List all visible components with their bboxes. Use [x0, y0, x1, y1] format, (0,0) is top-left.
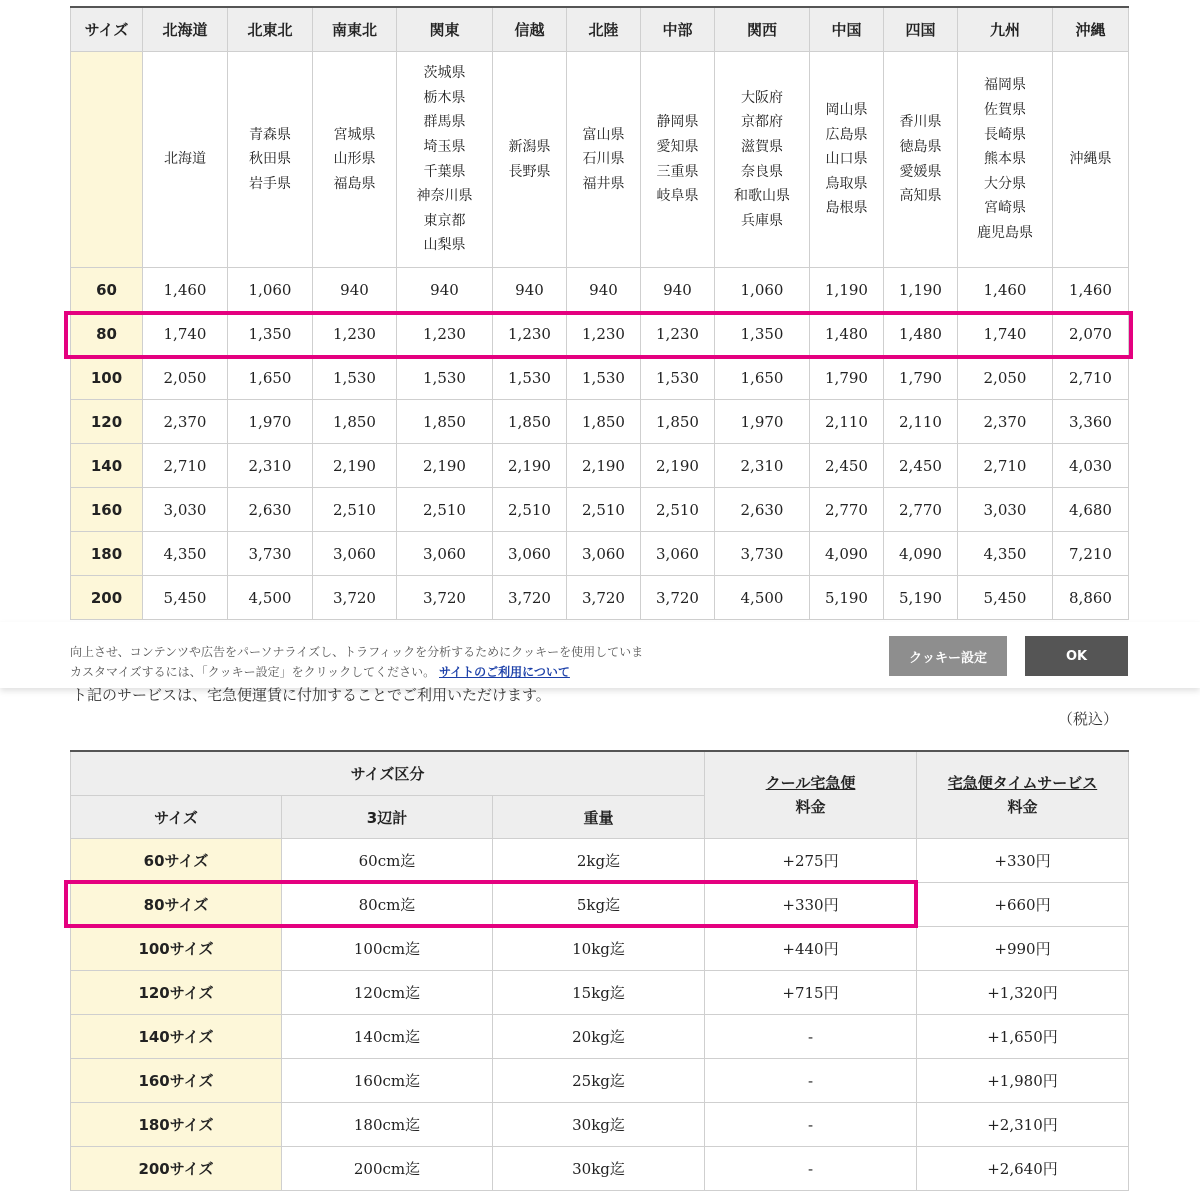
rate-cell: 2,710	[958, 444, 1053, 488]
rate-cell: 1,530	[397, 356, 493, 400]
rate-cell: 4,030	[1053, 444, 1129, 488]
region-header: 信越	[493, 7, 567, 52]
rate-cell: 1,460	[143, 268, 228, 312]
rate-cell: 1,530	[567, 356, 641, 400]
rate-cell: 2,450	[810, 444, 884, 488]
rate-cell: 1,190	[884, 268, 958, 312]
cool-fee-cell: -	[705, 1103, 917, 1147]
prefecture-name: 栃木県	[423, 89, 466, 106]
prefecture-list	[958, 52, 1053, 268]
dimension-cell: 120cm迄	[282, 971, 493, 1015]
rate-cell: 5,190	[884, 576, 958, 620]
rate-cell: 3,060	[493, 532, 567, 576]
dimension-cell: 200cm迄	[282, 1147, 493, 1191]
option-row	[71, 1103, 1129, 1147]
option-row	[71, 1015, 1129, 1059]
prefecture-name: 福島県	[333, 175, 376, 192]
rate-row	[71, 444, 1129, 488]
rate-cell: 2,070	[1053, 312, 1129, 356]
region-header: 北東北	[228, 7, 313, 52]
prefecture-name: 新潟県	[508, 138, 551, 155]
rate-cell: 1,460	[958, 268, 1053, 312]
rate-cell: 1,480	[884, 312, 958, 356]
rate-cell: 3,030	[143, 488, 228, 532]
cool-delivery-header	[705, 751, 917, 839]
cool-fee-cell: -	[705, 1059, 917, 1103]
prefecture-name: 神奈川県	[416, 188, 473, 205]
prefecture-name: 福井県	[582, 175, 625, 192]
prefecture-name: 滋賀県	[741, 138, 783, 155]
weight-cell: 30kg迄	[493, 1103, 705, 1147]
prefecture-row	[71, 52, 1129, 268]
prefecture-name: 奈良県	[741, 163, 783, 180]
prefecture-name: 佐賀県	[984, 102, 1026, 119]
rate-cell: 1,350	[228, 312, 313, 356]
prefecture-name: 宮城県	[333, 126, 376, 143]
prefecture-name: 石川県	[582, 151, 625, 168]
cool-fee-cell: +715円	[705, 971, 917, 1015]
region-header: 関西	[715, 7, 810, 52]
rate-cell: 3,060	[397, 532, 493, 576]
prefecture-list	[228, 52, 313, 268]
rate-cell: 4,350	[143, 532, 228, 576]
rate-cell: 2,370	[958, 400, 1053, 444]
rate-cell: 1,850	[493, 400, 567, 444]
rate-cell: 1,850	[567, 400, 641, 444]
rate-row	[71, 488, 1129, 532]
rate-cell: 1,190	[810, 268, 884, 312]
size-label: 200サイズ	[71, 1147, 282, 1191]
tax-included-label: （税込）	[1057, 710, 1118, 728]
cookie-settings-button[interactable]: クッキー設定	[889, 636, 1007, 676]
rate-cell: 1,850	[313, 400, 397, 444]
prefecture-name: 埼玉県	[423, 138, 466, 155]
rate-cell: 1,850	[397, 400, 493, 444]
rate-cell: 2,630	[228, 488, 313, 532]
size-label: 120サイズ	[71, 971, 282, 1015]
cookie-message-line1: 向上させ、コンテンツや広告をパーソナライズし、トラフィックを分析するためにクッキーを使用していま	[70, 645, 644, 659]
prefecture-list	[493, 52, 567, 268]
time-fee-cell: +1,650円	[917, 1015, 1129, 1059]
rate-cell: 3,720	[313, 576, 397, 620]
dimension-cell: 140cm迄	[282, 1015, 493, 1059]
option-row	[71, 1147, 1129, 1191]
rate-cell: 1,350	[715, 312, 810, 356]
rates-header-row	[71, 7, 1129, 52]
rate-cell: 2,190	[313, 444, 397, 488]
cool-fee-cell: +440円	[705, 927, 917, 971]
size-label: 60	[71, 268, 143, 312]
prefecture-list	[810, 52, 884, 268]
prefecture-name: 山形県	[333, 151, 376, 168]
cookie-message-line2-text: カスタマイズするには、「クッキー設定」をクリックしてください。	[70, 665, 436, 679]
region-header: 北海道	[143, 7, 228, 52]
rate-cell: 2,510	[493, 488, 567, 532]
size-label: 200	[71, 576, 143, 620]
cool-fee-cell: +275円	[705, 839, 917, 883]
weight-cell: 10kg迄	[493, 927, 705, 971]
rate-row	[71, 312, 1129, 356]
rate-cell: 3,720	[567, 576, 641, 620]
rate-cell: 3,060	[641, 532, 715, 576]
dimension-cell: 80cm迄	[282, 883, 493, 927]
rate-cell: 2,710	[143, 444, 228, 488]
dimension-header: 3辺計	[282, 796, 493, 839]
rate-cell: 2,050	[143, 356, 228, 400]
rate-cell: 2,370	[143, 400, 228, 444]
rate-cell: 4,090	[810, 532, 884, 576]
prefecture-list	[143, 52, 228, 268]
rate-cell: 2,770	[884, 488, 958, 532]
rate-cell: 1,230	[397, 312, 493, 356]
prefecture-name: 青森県	[249, 126, 291, 143]
prefecture-name: 三重県	[656, 163, 699, 180]
rate-cell: 2,190	[397, 444, 493, 488]
cool-fee-cell: -	[705, 1147, 917, 1191]
rate-cell: 2,190	[493, 444, 567, 488]
dimension-cell: 160cm迄	[282, 1059, 493, 1103]
rate-cell: 4,090	[884, 532, 958, 576]
region-header: 九州	[958, 7, 1053, 52]
time-fee-cell: +990円	[917, 927, 1129, 971]
rate-cell: 2,630	[715, 488, 810, 532]
prefecture-name: 愛媛県	[899, 163, 942, 180]
cool-fee-cell: -	[705, 1015, 917, 1059]
prefecture-row-label	[71, 52, 143, 268]
rate-cell: 1,970	[715, 400, 810, 444]
prefecture-name: 宮崎県	[984, 200, 1026, 217]
prefecture-name: 山梨県	[423, 237, 466, 254]
cookie-message	[70, 642, 643, 682]
rate-cell: 3,730	[228, 532, 313, 576]
option-row	[71, 839, 1129, 883]
prefecture-name: 北海道	[164, 151, 206, 168]
rate-cell: 3,720	[493, 576, 567, 620]
shipping-rates-table	[70, 6, 1129, 620]
rate-cell: 3,720	[397, 576, 493, 620]
rate-row	[71, 268, 1129, 312]
prefecture-list	[641, 52, 715, 268]
prefecture-name: 徳島県	[899, 138, 942, 155]
size-header: サイズ	[71, 796, 282, 839]
rate-cell: 2,110	[884, 400, 958, 444]
rate-row	[71, 532, 1129, 576]
size-label: 120	[71, 400, 143, 444]
rate-cell: 3,720	[641, 576, 715, 620]
cookie-message-line2	[70, 662, 643, 682]
size-column-header: サイズ	[71, 7, 143, 52]
size-label: 160	[71, 488, 143, 532]
cool-delivery-link[interactable]: クール宅急便	[765, 774, 856, 792]
prefecture-name: 沖縄県	[1069, 151, 1112, 168]
size-label: 140	[71, 444, 143, 488]
rate-cell: 2,310	[228, 444, 313, 488]
rate-cell: 1,230	[567, 312, 641, 356]
rate-cell: 1,850	[641, 400, 715, 444]
time-service-fee-label: 料金	[1007, 798, 1038, 816]
site-terms-link[interactable]: サイトのご利用について	[439, 665, 570, 679]
time-service-header	[917, 751, 1129, 839]
rate-cell: 2,710	[1053, 356, 1129, 400]
prefecture-name: 長崎県	[984, 126, 1026, 143]
rate-cell: 1,740	[143, 312, 228, 356]
prefecture-name: 京都府	[741, 114, 783, 131]
rate-cell: 1,230	[641, 312, 715, 356]
region-header: 四国	[884, 7, 958, 52]
prefecture-name: 岐阜県	[656, 188, 699, 205]
rate-row	[71, 400, 1129, 444]
prefecture-name: 静岡県	[656, 114, 699, 131]
size-label: 180	[71, 532, 143, 576]
rate-cell: 4,350	[958, 532, 1053, 576]
option-row	[71, 883, 1129, 927]
prefecture-name: 高知県	[899, 188, 942, 205]
prefecture-name: 鹿児島県	[977, 224, 1033, 241]
prefecture-name: 福岡県	[984, 77, 1026, 94]
rate-cell: 3,060	[567, 532, 641, 576]
size-category-header: サイズ区分	[71, 751, 705, 796]
rate-cell: 2,110	[810, 400, 884, 444]
rate-cell: 5,450	[958, 576, 1053, 620]
size-label: 80	[71, 312, 143, 356]
prefecture-name: 群馬県	[423, 114, 466, 131]
size-label: 100	[71, 356, 143, 400]
cookie-ok-button[interactable]: OK	[1025, 636, 1128, 676]
time-fee-cell: +1,320円	[917, 971, 1129, 1015]
rate-cell: 1,480	[810, 312, 884, 356]
option-row	[71, 971, 1129, 1015]
rate-cell: 2,510	[313, 488, 397, 532]
prefecture-name: 香川県	[899, 114, 942, 131]
rate-cell: 2,190	[567, 444, 641, 488]
rate-cell: 3,060	[313, 532, 397, 576]
prefecture-list	[397, 52, 493, 268]
rate-cell: 1,530	[641, 356, 715, 400]
prefecture-name: 東京都	[423, 212, 466, 229]
prefecture-name: 千葉県	[423, 163, 466, 180]
rate-cell: 5,190	[810, 576, 884, 620]
time-fee-cell: +660円	[917, 883, 1129, 927]
rate-cell: 1,060	[715, 268, 810, 312]
rate-cell: 1,790	[810, 356, 884, 400]
option-row	[71, 927, 1129, 971]
weight-cell: 2kg迄	[493, 839, 705, 883]
prefecture-name: 鳥取県	[825, 175, 868, 192]
rate-cell: 1,790	[884, 356, 958, 400]
weight-cell: 30kg迄	[493, 1147, 705, 1191]
size-label: 140サイズ	[71, 1015, 282, 1059]
rate-cell: 1,650	[228, 356, 313, 400]
cool-fee-cell: +330円	[705, 883, 917, 927]
rate-cell: 4,500	[715, 576, 810, 620]
options-body	[71, 839, 1129, 1191]
rate-cell: 1,740	[958, 312, 1053, 356]
dimension-cell: 60cm迄	[282, 839, 493, 883]
service-options-table	[70, 750, 1129, 1191]
rate-cell: 5,450	[143, 576, 228, 620]
rate-cell: 1,970	[228, 400, 313, 444]
rate-cell: 1,530	[313, 356, 397, 400]
rate-cell: 3,030	[958, 488, 1053, 532]
rate-cell: 2,770	[810, 488, 884, 532]
prefecture-name: 秋田県	[249, 151, 291, 168]
region-header: 北陸	[567, 7, 641, 52]
rate-cell: 1,460	[1053, 268, 1129, 312]
size-label: 80サイズ	[71, 883, 282, 927]
dimension-cell: 180cm迄	[282, 1103, 493, 1147]
region-header: 関東	[397, 7, 493, 52]
prefecture-name: 茨城県	[423, 65, 466, 82]
time-fee-cell: +330円	[917, 839, 1129, 883]
rate-cell: 7,210	[1053, 532, 1129, 576]
rate-cell: 940	[493, 268, 567, 312]
prefecture-name: 和歌山県	[734, 188, 790, 205]
service-note: ト記のサービスは、宅急便運賃に付加することでご利用いただけます。	[72, 686, 551, 704]
prefecture-list	[715, 52, 810, 268]
rate-cell: 2,510	[641, 488, 715, 532]
weight-cell: 15kg迄	[493, 971, 705, 1015]
prefecture-name: 大阪府	[741, 89, 783, 106]
prefecture-name: 山口県	[825, 151, 868, 168]
cool-delivery-fee-label: 料金	[795, 798, 826, 816]
size-label: 180サイズ	[71, 1103, 282, 1147]
time-service-link[interactable]: 宅急便タイムサービス	[947, 774, 1098, 792]
rate-row	[71, 356, 1129, 400]
rate-cell: 4,680	[1053, 488, 1129, 532]
time-fee-cell: +2,310円	[917, 1103, 1129, 1147]
rate-cell: 2,510	[397, 488, 493, 532]
rate-cell: 2,050	[958, 356, 1053, 400]
size-label: 100サイズ	[71, 927, 282, 971]
weight-cell: 25kg迄	[493, 1059, 705, 1103]
rate-cell: 3,360	[1053, 400, 1129, 444]
prefecture-name: 愛知県	[656, 138, 699, 155]
rate-row	[71, 576, 1129, 620]
region-header: 沖縄	[1053, 7, 1129, 52]
rate-cell: 2,510	[567, 488, 641, 532]
rate-cell: 940	[397, 268, 493, 312]
options-header-row-1	[71, 751, 1129, 796]
rate-cell: 2,310	[715, 444, 810, 488]
rate-cell: 1,230	[493, 312, 567, 356]
dimension-cell: 100cm迄	[282, 927, 493, 971]
weight-header: 重量	[493, 796, 705, 839]
rate-cell: 3,730	[715, 532, 810, 576]
prefecture-name: 富山県	[582, 126, 625, 143]
rate-cell: 4,500	[228, 576, 313, 620]
cookie-banner	[0, 622, 1200, 688]
rate-cell: 1,230	[313, 312, 397, 356]
size-label: 160サイズ	[71, 1059, 282, 1103]
prefecture-name: 岡山県	[825, 102, 868, 119]
prefecture-name: 長野県	[508, 163, 551, 180]
prefecture-name: 広島県	[825, 126, 868, 143]
rate-cell: 1,060	[228, 268, 313, 312]
time-fee-cell: +2,640円	[917, 1147, 1129, 1191]
rate-cell: 940	[567, 268, 641, 312]
prefecture-name: 岩手県	[249, 175, 291, 192]
weight-cell: 5kg迄	[493, 883, 705, 927]
prefecture-list	[884, 52, 958, 268]
prefecture-name: 兵庫県	[741, 212, 783, 229]
rate-cell: 1,530	[493, 356, 567, 400]
prefecture-name: 島根県	[825, 200, 868, 217]
prefecture-name: 熊本県	[984, 151, 1026, 168]
rate-cell: 2,450	[884, 444, 958, 488]
region-header: 南東北	[313, 7, 397, 52]
region-header: 中国	[810, 7, 884, 52]
rate-cell: 940	[641, 268, 715, 312]
prefecture-list	[313, 52, 397, 268]
prefecture-list	[1053, 52, 1129, 268]
rate-cell: 940	[313, 268, 397, 312]
prefecture-name: 大分県	[984, 175, 1026, 192]
rate-cell: 1,650	[715, 356, 810, 400]
region-header: 中部	[641, 7, 715, 52]
rate-cell: 2,190	[641, 444, 715, 488]
rate-cell: 8,860	[1053, 576, 1129, 620]
time-fee-cell: +1,980円	[917, 1059, 1129, 1103]
weight-cell: 20kg迄	[493, 1015, 705, 1059]
size-label: 60サイズ	[71, 839, 282, 883]
option-row	[71, 1059, 1129, 1103]
prefecture-list	[567, 52, 641, 268]
rates-body	[71, 52, 1129, 620]
